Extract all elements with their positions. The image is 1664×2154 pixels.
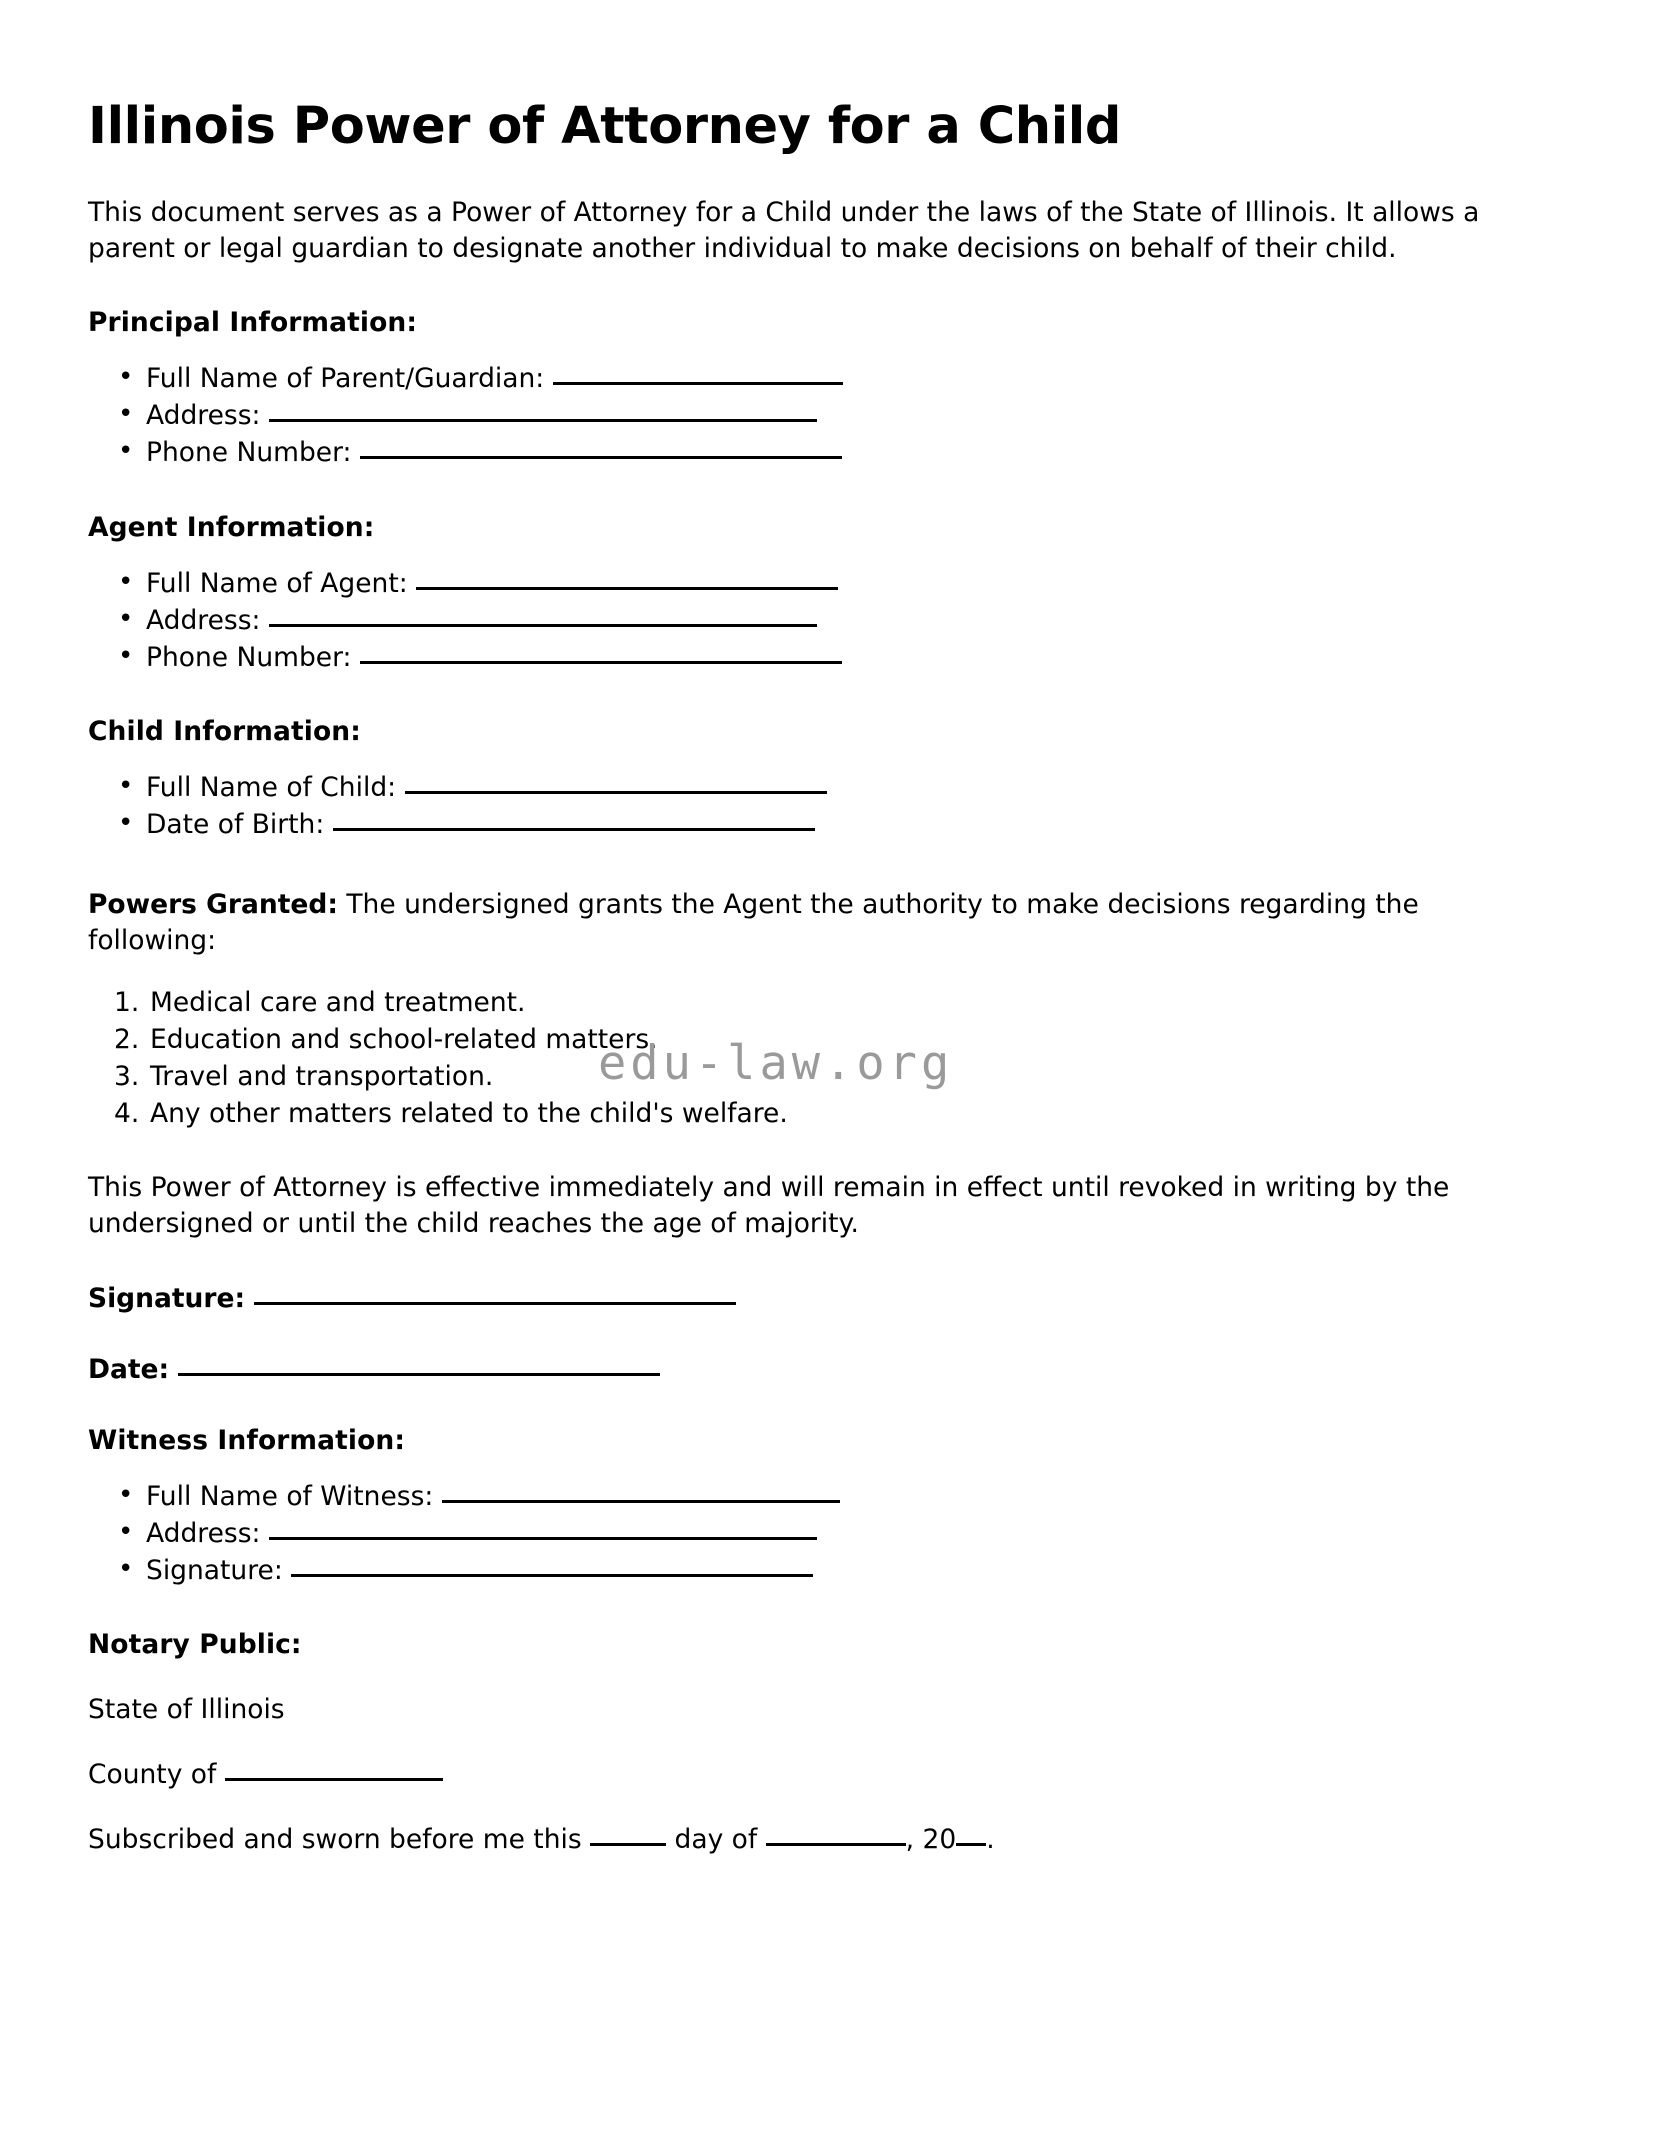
fill-in-blank[interactable] [442,1484,840,1503]
fill-in-blank[interactable] [269,1521,817,1540]
intro-paragraph: This document serves as a Power of Attorney for a Child under the laws of the State of Illinois. It allows a parent or legal guardian to designate another individual to make decisions on behalf of their child. [88,196,1480,264]
signature-blank[interactable] [254,1286,736,1305]
list-item [88,1478,1508,1515]
section-heading-principal: Principal Information: [88,307,418,339]
sworn-year-text: , 20 [905,1823,957,1855]
notary-sworn-line [88,1790,1508,1855]
field-label: Full Name of Parent/Guardian: [146,363,545,395]
sworn-month-blank[interactable] [766,1827,906,1846]
section-heading-child: Child Information: [88,715,361,747]
child-fields-list [88,747,1508,843]
field-label: Phone Number: [146,437,352,469]
notary-county-line [88,1725,1508,1790]
list-item: Travel and transportation. [150,1060,494,1092]
powers-granted-label: Powers Granted: [88,888,338,920]
list-item [88,565,1508,602]
field-label: Full Name of Witness: [146,1480,434,1512]
effective-paragraph: This Power of Attorney is effective immediately and will remain in effect until revoked in writing by the undersigned or until the child reaches the age of majority. [88,1171,1450,1240]
list-item [88,1515,1508,1552]
field-label: Date of Birth: [146,808,325,840]
document-content [88,0,1508,1855]
page-title: Illinois Power of Attorney for a Child [88,97,1121,156]
fill-in-blank[interactable] [416,571,838,590]
signature-line [88,1243,1508,1314]
agent-fields-list [88,543,1508,676]
county-blank[interactable] [225,1762,443,1781]
field-label: Address: [146,604,261,636]
powers-granted-paragraph [88,843,1506,960]
powers-granted-text: The undersigned grants the Agent the authority to make decisions regarding the following: [88,888,1419,957]
sworn-mid-text: day of [666,1823,766,1855]
sworn-year-blank[interactable] [956,1827,986,1846]
sworn-end-text: . [986,1823,995,1855]
list-item [88,434,1508,471]
field-label: Signature: [146,1554,283,1586]
fill-in-blank[interactable] [360,645,842,664]
field-label: Full Name of Child: [146,771,397,803]
fill-in-blank[interactable] [360,440,842,459]
powers-list [88,960,1508,1132]
list-item [88,397,1508,434]
field-label: Address: [146,400,261,432]
signature-label: Signature: [88,1282,246,1314]
fill-in-blank[interactable] [291,1558,813,1577]
list-item [88,1552,1508,1589]
field-label: Phone Number: [146,641,352,673]
list-item: Any other matters related to the child's welfare. [150,1097,788,1129]
fill-in-blank[interactable] [553,366,843,385]
field-label: Address: [146,1517,261,1549]
field-label: Full Name of Agent: [146,567,408,599]
list-item: Medical care and treatment. [150,986,526,1018]
sworn-prefix-text: Subscribed and sworn before me this [88,1823,591,1855]
fill-in-blank[interactable] [405,775,827,794]
fill-in-blank[interactable] [333,812,815,831]
fill-in-blank[interactable] [269,403,817,422]
list-item [88,602,1508,639]
notary-state-line: State of Illinois [88,1693,285,1725]
fill-in-blank[interactable] [269,608,817,627]
list-item [88,806,1508,843]
date-blank[interactable] [178,1357,660,1376]
date-line [88,1314,1508,1385]
county-label: County of [88,1758,225,1790]
principal-fields-list [88,338,1508,471]
date-label: Date: [88,1353,170,1385]
watermark-text: edu-law.org [598,1036,954,1091]
list-item [88,639,1508,676]
list-item [88,769,1508,806]
section-heading-agent: Agent Information: [88,511,375,543]
list-item [88,360,1508,397]
sworn-day-blank[interactable] [590,1827,666,1846]
section-heading-witness: Witness Information: [88,1424,406,1456]
witness-fields-list [88,1456,1508,1589]
list-item: Education and school-related matters. [150,1023,658,1055]
section-heading-notary: Notary Public: [88,1628,302,1660]
